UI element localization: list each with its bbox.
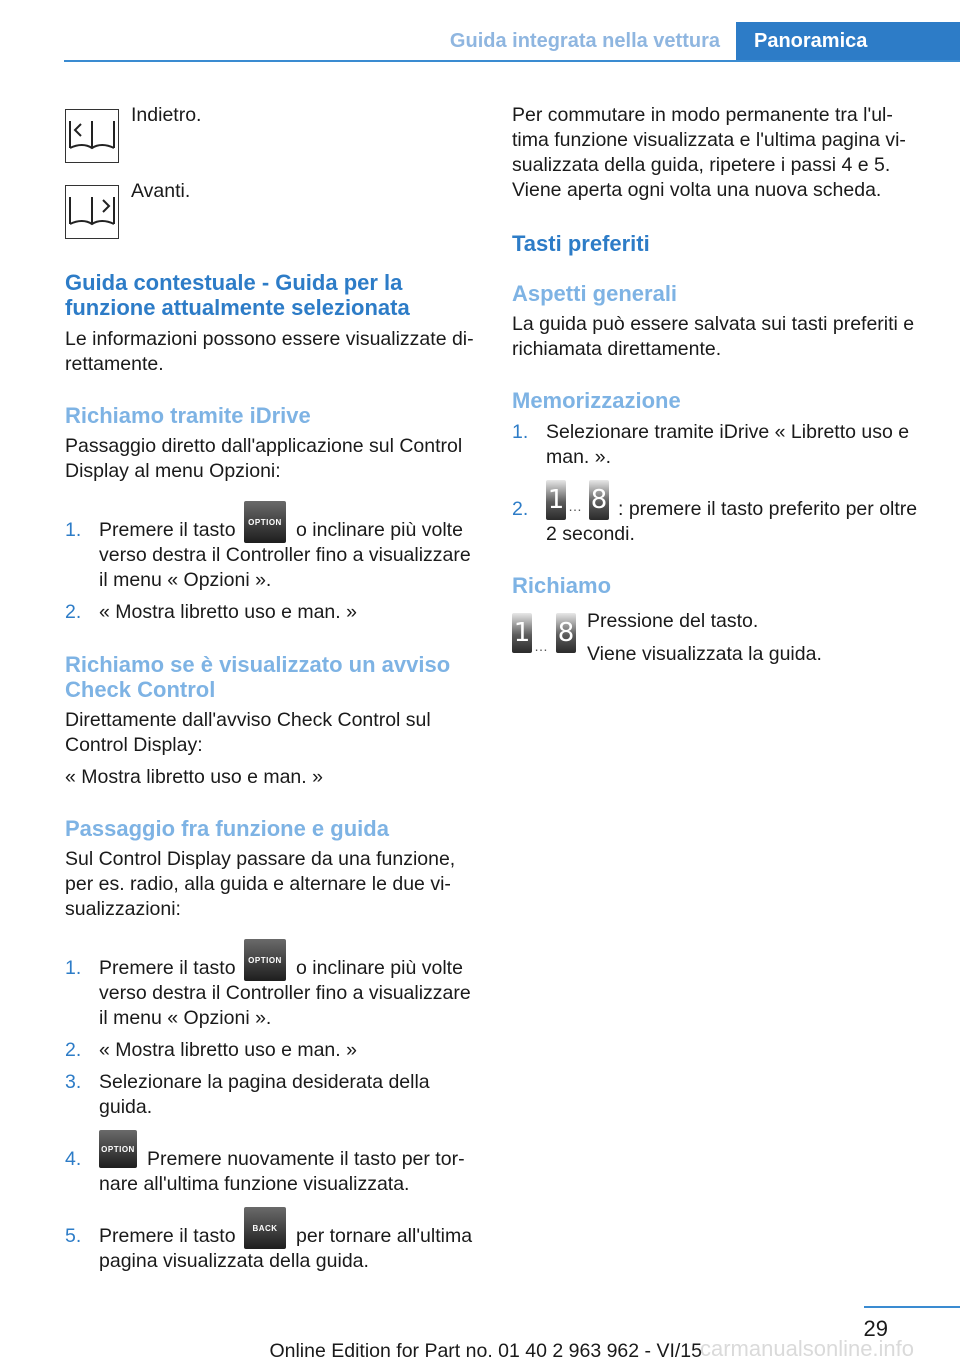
paragraph: Le informazioni possono essere visualizzate di‐ bbox=[65, 328, 474, 350]
list-text: o inclinare più volte bbox=[296, 957, 463, 979]
paragraph: Passaggio diretto dall'applicazione sul Control bbox=[65, 435, 463, 457]
favorite-key-8-icon: 8 bbox=[556, 613, 576, 653]
heading-context-help-2: funzione attualmente selezionata bbox=[65, 295, 410, 320]
ellipsis: … bbox=[568, 498, 582, 514]
edition-note: Online Edition for Part no. 01 40 2 963 962 - VI/15 bbox=[269, 1340, 702, 1362]
book-back-icon bbox=[65, 109, 119, 163]
heading-memorize: Memorizzazione bbox=[512, 388, 681, 413]
list-text: Premere nuovamente il tasto per tor‐ bbox=[147, 1148, 465, 1170]
forward-label: Avanti. bbox=[131, 180, 191, 202]
paragraph: « Mostra libretto uso e man. » bbox=[65, 766, 323, 788]
list-text: Premere il tasto bbox=[99, 957, 236, 979]
list-text: Selezionare la pagina desiderata della bbox=[99, 1071, 430, 1093]
heading-idrive: Richiamo tramite iDrive bbox=[65, 403, 311, 428]
list-number: 5. bbox=[65, 1225, 82, 1247]
list-text: Premere il tasto bbox=[99, 519, 236, 541]
header-rule bbox=[64, 60, 960, 62]
list-text: verso destra il Controller fino a visualizzare bbox=[99, 544, 471, 566]
back-label: Indietro. bbox=[131, 104, 202, 126]
list-text: 2 secondi. bbox=[546, 523, 635, 545]
list-text: il menu « Opzioni ». bbox=[99, 569, 272, 591]
list-text: o inclinare più volte bbox=[296, 519, 463, 541]
list-text: nare all'ultima funzione visualizzata. bbox=[99, 1173, 410, 1195]
list-number: 1. bbox=[65, 519, 82, 541]
paragraph: sualizzazioni: bbox=[65, 898, 181, 920]
list-number: 4. bbox=[65, 1148, 82, 1170]
list-text: pagina visualizzata della guida. bbox=[99, 1250, 369, 1272]
list-text: Selezionare tramite iDrive « Libretto uso e bbox=[546, 421, 910, 443]
list-text: per tornare all'ultima bbox=[296, 1225, 473, 1247]
heading-check-control-2: Check Control bbox=[65, 677, 216, 702]
paragraph: Pressione del tasto. bbox=[587, 610, 759, 632]
list-text: man. ». bbox=[546, 446, 612, 468]
paragraph: Viene visualizzata la guida. bbox=[587, 643, 822, 665]
paragraph: La guida può essere salvata sui tasti preferiti e bbox=[512, 313, 915, 335]
list-text: guida. bbox=[99, 1096, 153, 1118]
favorite-key-1-icon: 1 bbox=[546, 480, 566, 520]
list-number: 2. bbox=[65, 1039, 82, 1061]
paragraph: richiamata direttamente. bbox=[512, 338, 722, 360]
paragraph: rettamente. bbox=[65, 353, 164, 375]
back-button-icon: BACK bbox=[244, 1207, 286, 1249]
list-text: verso destra il Controller fino a visualizzare bbox=[99, 982, 471, 1004]
book-forward-icon bbox=[65, 185, 119, 239]
ellipsis: … bbox=[534, 638, 548, 654]
list-number: 1. bbox=[512, 421, 529, 443]
favorite-key-1-icon: 1 bbox=[512, 613, 532, 653]
option-button-icon: OPTION bbox=[99, 1130, 137, 1168]
heading-favorites: Tasti preferiti bbox=[512, 231, 650, 256]
watermark: carmanualsonline.info bbox=[700, 1336, 915, 1361]
heading-switch: Passaggio fra funzione e guida bbox=[65, 816, 389, 841]
list-number: 3. bbox=[65, 1071, 82, 1093]
option-button-icon: OPTION bbox=[244, 939, 286, 981]
list-text: « Mostra libretto uso e man. » bbox=[99, 1039, 357, 1061]
list-number: 1. bbox=[65, 957, 82, 979]
list-text: il menu « Opzioni ». bbox=[99, 1007, 272, 1029]
paragraph: Direttamente dall'avviso Check Control sul bbox=[65, 709, 431, 731]
heading-recall: Richiamo bbox=[512, 573, 612, 598]
footer-rule bbox=[864, 1306, 960, 1308]
paragraph: Per commutare in modo permanente tra l'ul‐ bbox=[512, 104, 893, 126]
heading-general: Aspetti generali bbox=[512, 281, 678, 306]
paragraph: per es. radio, alla guida e alternare le due vi‐ bbox=[65, 873, 451, 895]
paragraph: Display al menu Opzioni: bbox=[65, 460, 281, 482]
list-text: « Mostra libretto uso e man. » bbox=[99, 601, 357, 623]
section-title: Guida integrata nella vettura bbox=[449, 30, 720, 52]
list-text: Premere il tasto bbox=[99, 1225, 236, 1247]
paragraph: Control Display: bbox=[65, 734, 203, 756]
paragraph: Viene aperta ogni volta una nuova scheda. bbox=[512, 179, 882, 201]
option-button-icon: OPTION bbox=[244, 501, 286, 543]
favorite-key-8-icon: 8 bbox=[589, 480, 609, 520]
list-text: : premere il tasto preferito per oltre bbox=[618, 498, 918, 520]
heading-context-help-1: Guida contestuale - Guida per la bbox=[65, 270, 403, 295]
paragraph: tima funzione visualizzata e l'ultima pagina vi‐ bbox=[512, 129, 906, 151]
heading-check-control-1: Richiamo se è visualizzato un avviso bbox=[65, 652, 451, 677]
page-number: 29 bbox=[863, 1316, 888, 1341]
chapter-tab[interactable]: Panoramica bbox=[736, 22, 960, 62]
list-number: 2. bbox=[512, 498, 529, 520]
paragraph: Sul Control Display passare da una funzione, bbox=[65, 848, 456, 870]
paragraph: sualizzata della guida, ripetere i passi 4 e 5. bbox=[512, 154, 891, 176]
list-number: 2. bbox=[65, 601, 82, 623]
